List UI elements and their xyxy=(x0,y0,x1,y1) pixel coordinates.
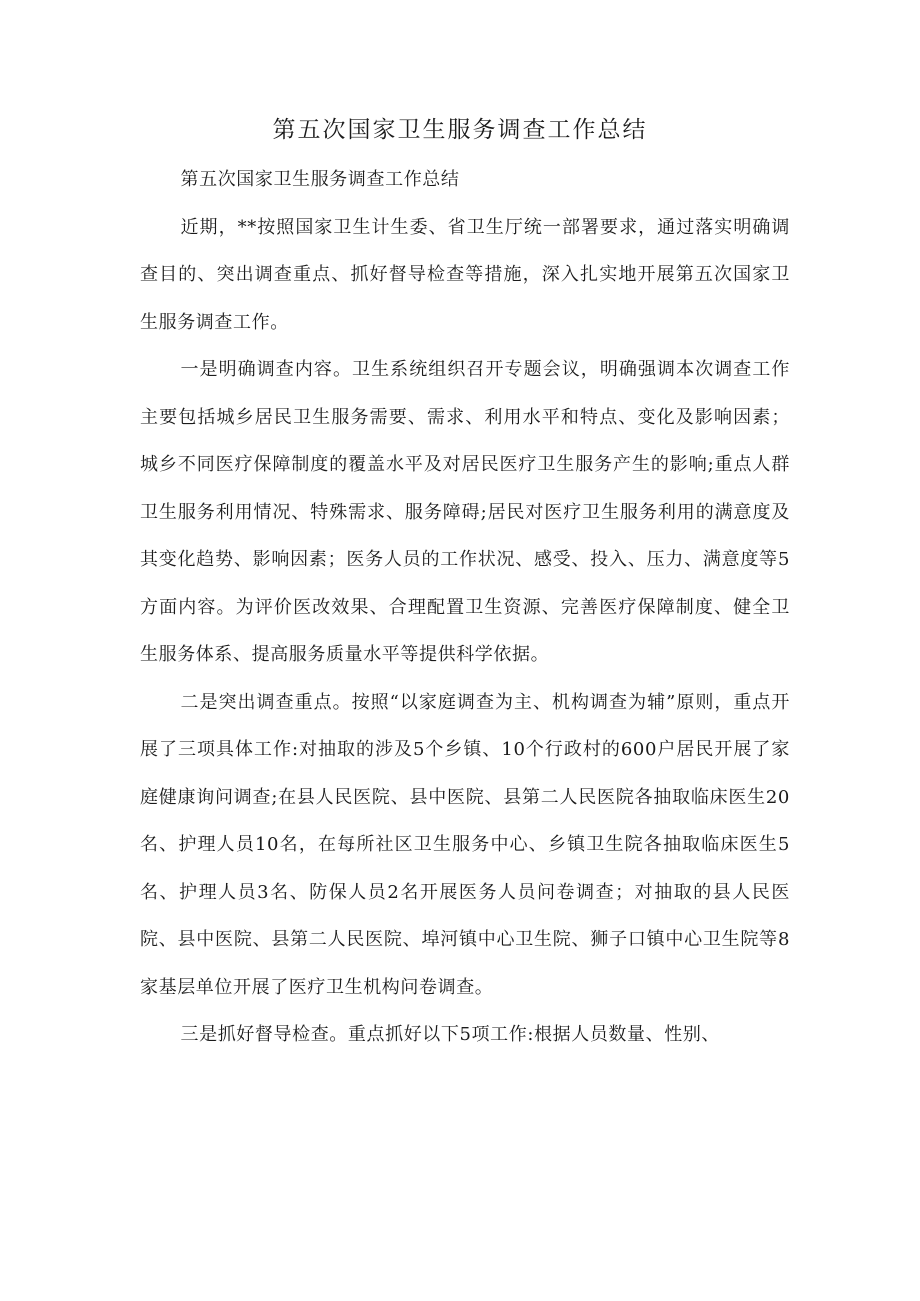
document-subtitle: 第五次国家卫生服务调查工作总结 xyxy=(180,169,460,190)
paragraph-supervision: 三是抓好督导检查。重点抓好以下5项工作:根据人员数量、性别、 xyxy=(180,1024,721,1045)
paragraph-content: 一是明确调查内容。卫生系统组织召开专题会议，明确强调本次调查工作主要包括城乡居民卫生服务需要、需求、利用水平和特点、变化及影响因素；城乡不同医疗保障制度的覆盖水平及对居民医疗卫生服务产生的影响;重点人群卫生服务利用情况、特殊需求、服务障碍;居民对医疗卫生服务利用的满意度及其变化趋势、影响因素；医务人员的工作状况、感受、投入、压力、满意度等5方面内容。为评价医改效果、合理配置卫生资源、完善医疗保障制度、健全卫生服务体系、提高服务质量水平等提供科学依据。 xyxy=(140,359,790,665)
paragraph-intro: 近期，**按照国家卫生计生委、省卫生厅统一部署要求，通过落实明确调查目的、突出调查重点、抓好督导检查等措施，深入扎实地开展第五次国家卫生服务调查工作。 xyxy=(140,216,790,333)
document-title: 第五次国家卫生服务调查工作总结 xyxy=(272,117,648,143)
paragraph-focus: 二是突出调查重点。按照“以家庭调查为主、机构调查为辅”原则，重点开展了三项具体工作:对抽取的涉及5个乡镇、10个行政村的600户居民开展了家庭健康询问调查;在县人民医院、县中医院、县第二人民医院各抽取临床医生20名、护理人员10名，在每所社区卫生服务中心、乡镇卫生院各抽取临床医生5名、护理人员3名、防保人员2名开展医务人员问卷调查；对抽取的县人民医院、县中医院、县第二人民医院、埠河镇中心卫生院、狮子口镇中心卫生院等8家基层单位开展了医疗卫生机构问卷调查。 xyxy=(140,691,790,998)
document-body xyxy=(140,156,790,1059)
